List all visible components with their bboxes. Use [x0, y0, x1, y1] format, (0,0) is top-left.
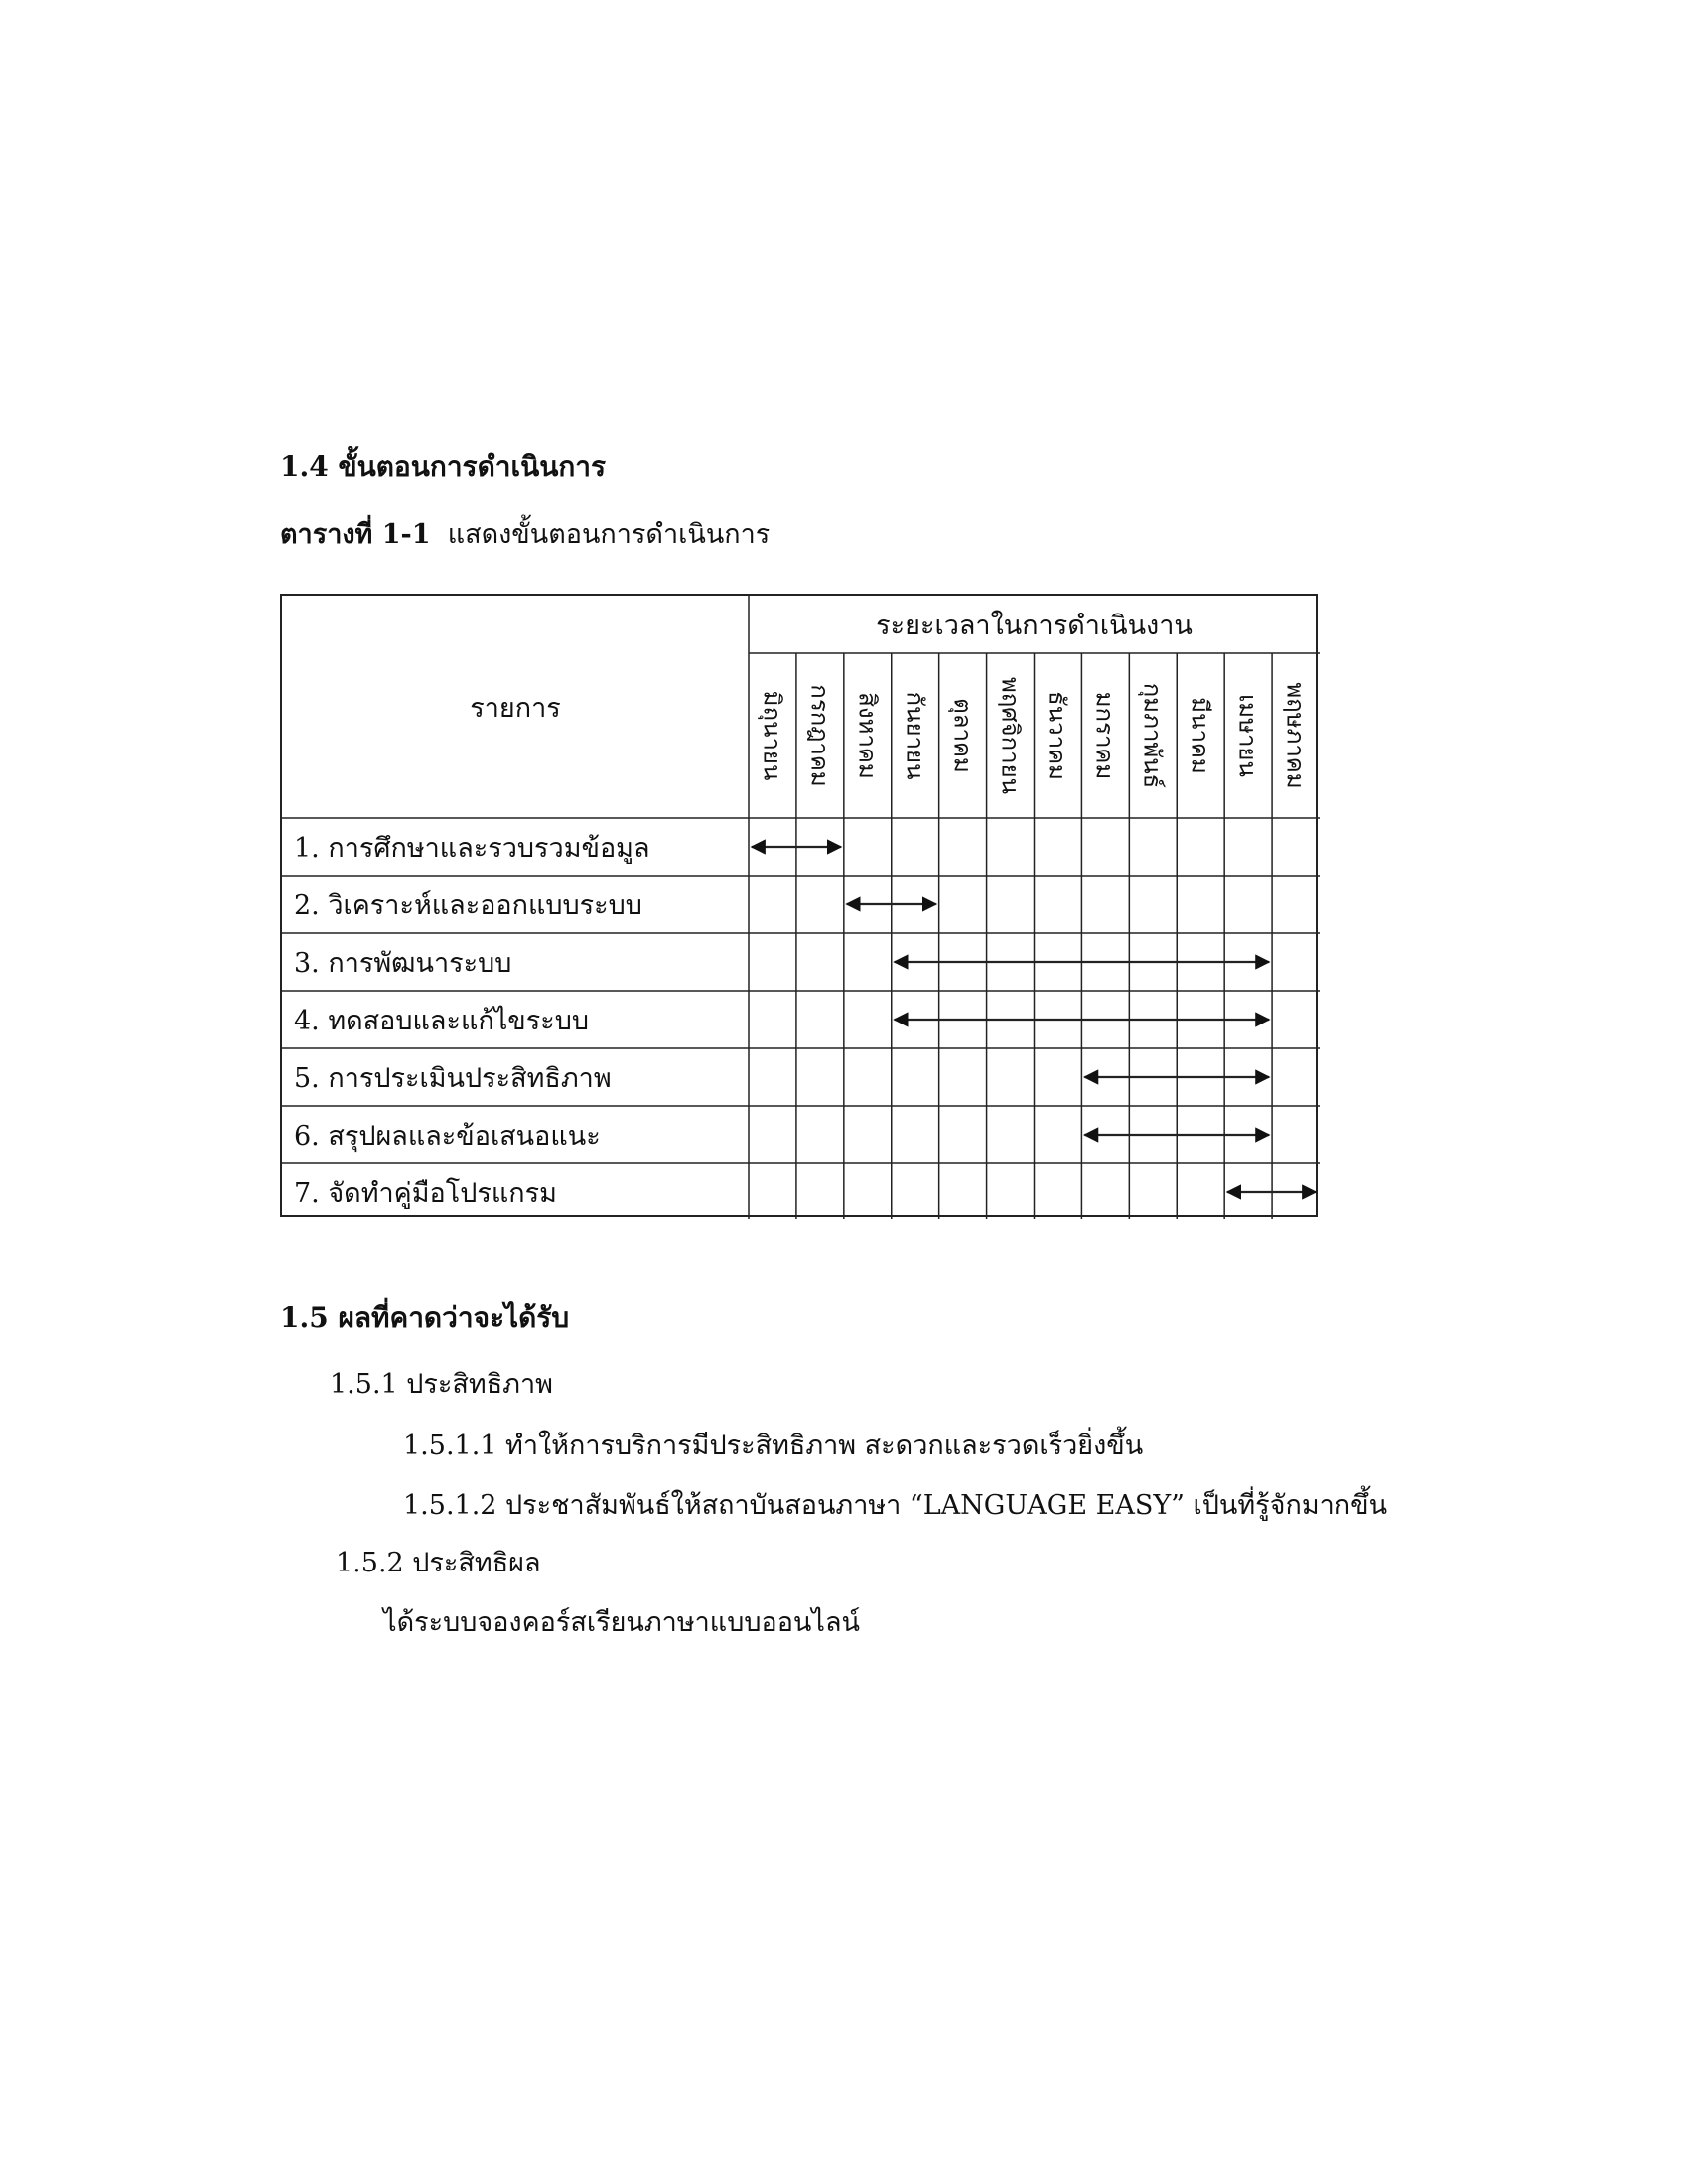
section-1-5-title: 1.5 ผลที่คาดว่าจะได้รับ — [280, 1301, 570, 1334]
section-1-4-title: 1.4 ขั้นตอนการดำเนินการ — [280, 450, 607, 482]
month-label: ธันวาคม — [1043, 691, 1071, 780]
task-label: 1. การศึกษาและรวบรวมข้อมูล — [294, 832, 650, 864]
subsection-1-5-1: 1.5.1 ประสิทธิภาพ — [330, 1369, 553, 1400]
table-caption-text: แสดงขั้นตอนการดำเนินการ — [447, 519, 771, 550]
task-label: 3. การพัฒนาระบบ — [294, 947, 512, 979]
month-label: มิถุนายน — [758, 690, 786, 781]
month-label: กุมภาพันธ์ — [1138, 682, 1167, 789]
month-label: พฤศจิกายน — [996, 676, 1025, 795]
task-label: 6. สรุปผลและข้อเสนอแนะ — [294, 1120, 601, 1152]
month-header — [892, 653, 939, 818]
month-label: มีนาคม — [1186, 697, 1214, 774]
subsection-1-5-2: 1.5.2 ประสิทธิผล — [336, 1548, 541, 1578]
table-caption-label: ตารางที่ 1-1 — [280, 519, 431, 550]
month-header — [1129, 653, 1177, 818]
task-label: 4. ทดสอบและแก้ไขระบบ — [294, 1005, 590, 1036]
month-label: ตุลาคม — [948, 698, 977, 773]
month-label: กันยายน — [901, 691, 929, 780]
item-1-5-1-1: 1.5.1.1 ทำให้การบริการมีประสิทธิภาพ สะดวกและรวดเร็วยิ่งขึ้น — [403, 1431, 1144, 1461]
task-label: 7. จัดทำคู่มือโปรแกรม — [294, 1177, 557, 1209]
table-caption — [280, 512, 770, 555]
month-header — [1035, 653, 1082, 818]
month-label: สิงหาคม — [853, 692, 882, 779]
month-label: กรกฎาคม — [805, 684, 834, 787]
month-header — [1272, 653, 1320, 818]
month-header — [939, 653, 987, 818]
month-label: พฤษภาคม — [1281, 682, 1310, 789]
task-label: 5. การประเมินประสิทธิภาพ — [294, 1062, 612, 1094]
month-label: เมษายน — [1233, 694, 1262, 777]
subsection-1-5-2-text: ได้ระบบจองคอร์สเรียนภาษาแบบออนไลน์ — [383, 1607, 860, 1638]
task-label: 2. วิเคราะห์และออกแบบระบบ — [294, 889, 642, 921]
month-label: มกราคม — [1090, 691, 1119, 780]
month-header — [987, 653, 1035, 818]
item-1-5-1-2: 1.5.1.2 ประชาสัมพันธ์ให้สถาบันสอนภาษา “LANGUAGE EASY” เป็นที่รู้จักมากขึ้น — [403, 1490, 1388, 1521]
items-header: รายการ — [470, 692, 561, 724]
month-header — [844, 653, 892, 818]
month-header — [749, 653, 796, 818]
month-header — [1224, 653, 1272, 818]
month-header — [1177, 653, 1224, 818]
period-header: ระยะเวลาในการดำเนินงาน — [876, 610, 1193, 641]
month-header — [796, 653, 844, 818]
month-header — [1081, 653, 1129, 818]
gantt-table — [280, 594, 1318, 1217]
